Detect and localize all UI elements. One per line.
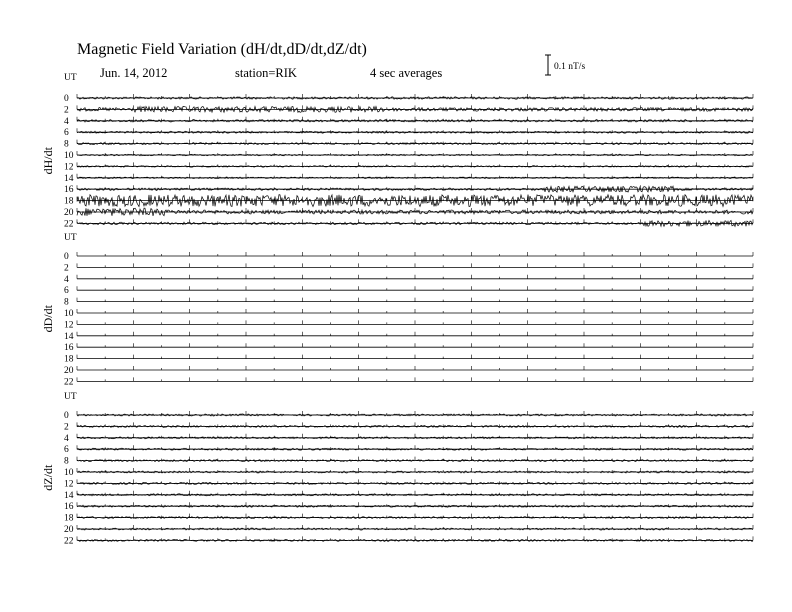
ut-hour-label: 14 xyxy=(64,173,74,184)
ut-axis-label: UT xyxy=(64,73,77,83)
ut-hour-label: 18 xyxy=(64,354,74,365)
ut-hour-label: 6 xyxy=(64,445,69,456)
ut-hour-label: 20 xyxy=(64,525,74,535)
ut-axis-label: UT xyxy=(64,233,77,243)
ut-hour-label: 2 xyxy=(64,263,69,274)
ut-hour-label: 8 xyxy=(64,297,69,308)
ut-hour-label: 10 xyxy=(64,309,74,319)
ut-hour-label: 4 xyxy=(64,274,69,285)
ut-hour-label: 12 xyxy=(64,162,74,173)
ut-hour-label: 6 xyxy=(64,286,69,297)
ut-hour-label: 16 xyxy=(64,185,74,196)
ut-hour-label: 10 xyxy=(64,468,74,478)
ut-hour-label: 8 xyxy=(64,456,69,467)
ut-hour-label: 14 xyxy=(64,490,74,501)
component-axis-label: dD/dt xyxy=(41,305,55,333)
ut-hour-label: 0 xyxy=(64,94,69,104)
ut-axis-label: UT xyxy=(64,392,77,402)
ut-hour-label: 0 xyxy=(64,252,69,262)
ut-hour-label: 14 xyxy=(64,331,74,342)
ut-hour-label: 20 xyxy=(64,208,74,218)
ut-hour-label: 12 xyxy=(64,479,74,490)
ut-hour-label: 0 xyxy=(64,411,69,421)
ut-hour-label: 18 xyxy=(64,513,74,524)
ut-hour-label: 20 xyxy=(64,366,74,376)
ut-hour-label: 12 xyxy=(64,320,74,331)
panels-group xyxy=(41,73,753,546)
station-label: station=RIK xyxy=(235,66,297,80)
ut-hour-label: 16 xyxy=(64,343,74,354)
ut-hour-label: 22 xyxy=(64,536,74,547)
component-axis-label: dH/dt xyxy=(41,147,55,175)
ut-hour-label: 10 xyxy=(64,151,74,161)
ut-hour-label: 18 xyxy=(64,196,74,207)
ut-hour-label: 22 xyxy=(64,219,74,230)
ut-hour-label: 4 xyxy=(64,433,69,444)
ut-hour-label: 22 xyxy=(64,377,74,388)
ut-hour-label: 2 xyxy=(64,422,69,433)
scale-bar-label: 0.1 nT/s xyxy=(554,62,586,72)
ut-hour-label: 16 xyxy=(64,502,74,513)
chart-title: Magnetic Field Variation (dH/dt,dD/dt,dZ/dt) xyxy=(77,41,367,58)
ut-hour-label: 2 xyxy=(64,105,69,116)
ut-hour-label: 4 xyxy=(64,116,69,127)
date-label: Jun. 14, 2012 xyxy=(100,66,168,80)
component-axis-label: dZ/dt xyxy=(41,464,55,491)
averaging-label: 4 sec averages xyxy=(370,66,443,80)
ut-hour-label: 6 xyxy=(64,128,69,139)
ut-hour-label: 8 xyxy=(64,139,69,150)
